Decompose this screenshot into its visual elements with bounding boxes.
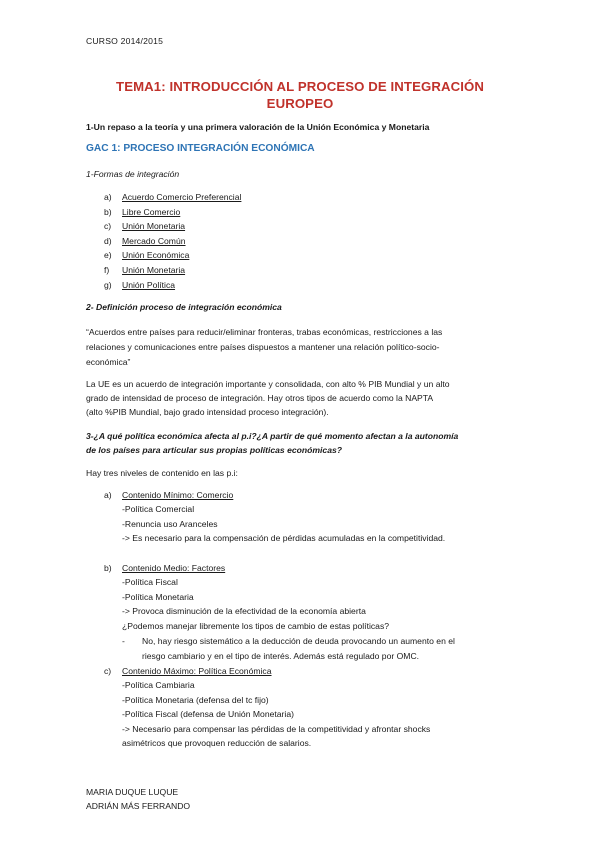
formas-list (104, 190, 241, 292)
section1-heading: 1-Un repaso a la teoría y una primera valoración de la Unión Económica y Monetaria (86, 122, 430, 132)
nivel-a-title: Contenido Mínimo: Comercio (122, 490, 234, 500)
gac-heading: GAC 1: PROCESO INTEGRACIÓN ECONÓMICA (86, 143, 315, 154)
list-item: d) Mercado Común (104, 235, 186, 246)
nivel-c-title: Contenido Máximo: Política Económica (122, 666, 272, 676)
list-item: c) Unión Monetaria (104, 221, 186, 232)
list-item: f) Unión Monetaria (104, 264, 186, 275)
course-label: CURSO 2014/2015 (86, 36, 164, 46)
nivel-b-sub: - No, hay riesgo sistemático a la deducción de deuda provocando un aumento en el riesgo cambiario y en el tipo de interés. Además está regulado por OMC. (122, 636, 455, 661)
definicion-paragraph: La UE es un acuerdo de integración importante y consolidada, con alto % PIB Mundial y un alto grado de intensidad de proceso de integración. Hay otros tipos de acuerdo como la NAPTA (alto %PIB Mundial, bajo grado intensidad proceso integración). (86, 379, 450, 418)
nivel-a-title-row: a) Contenido Mínimo: Comercio (104, 490, 234, 500)
formas-heading: 1-Formas de integración (86, 169, 180, 179)
page-title-line2: EUROPEO (266, 96, 334, 111)
nivel-b-title-row: b) Contenido Medio: Factores (104, 563, 226, 573)
footer-authors (86, 786, 190, 813)
nivel-c-title-row: c) Contenido Máximo: Política Económica (104, 666, 272, 676)
list-item: a) Acuerdo Comercio Preferencial (104, 192, 242, 202)
list-item: e) Unión Económica (104, 250, 190, 261)
nivel-b-lines: -Política Fiscal -Política Monetaria -> Provoca disminución de la efectividad de la economía abierta ¿Podemos manejar libremente los tipos de cambio de estas políticas? (122, 577, 390, 631)
author-2: ADRIÁN MÁS FERRANDO (86, 800, 191, 811)
list-item: b) Libre Comercio (104, 206, 181, 217)
author-1: MARIA DUQUE LUQUE (86, 787, 179, 797)
list-item: g) Unión Política (104, 279, 176, 290)
pregunta3-intro: Hay tres niveles de contenido en las p.i: (86, 468, 238, 478)
pregunta3-heading: 3-¿A qué política económica afecta al p.i?¿A partir de qué momento afectan a la autonomía de los países para articular sus propias políticas económicas? (86, 431, 459, 456)
definicion-quote: “Acuerdos entre países para reducir/eliminar fronteras, trabas económicas, restricciones a las relaciones y comunicaciones entre países dispuestos a mantener una relación político-socio- económica” (86, 327, 443, 367)
nivel-b-title: Contenido Medio: Factores (122, 563, 226, 573)
definicion-heading: 2- Definición proceso de integración económica (86, 302, 282, 312)
nivel-c-lines: -Política Cambiaria -Política Monetaria (defensa del tc fijo) -Política Fiscal (defensa de Unión Monetaria) -> Necesario para compensar las pérdidas de la competitividad y afrontar shocks asimétricos que provoquen reducción de salarios. (122, 680, 431, 749)
nivel-a-lines: -Política Comercial -Renuncia uso Aranceles -> Es necesario para la compensación de pérdidas acumuladas en la competitividad. (122, 504, 446, 544)
page-title-line1: TEMA1: INTRODUCCIÓN AL PROCESO DE INTEGRACIÓN (116, 79, 484, 94)
